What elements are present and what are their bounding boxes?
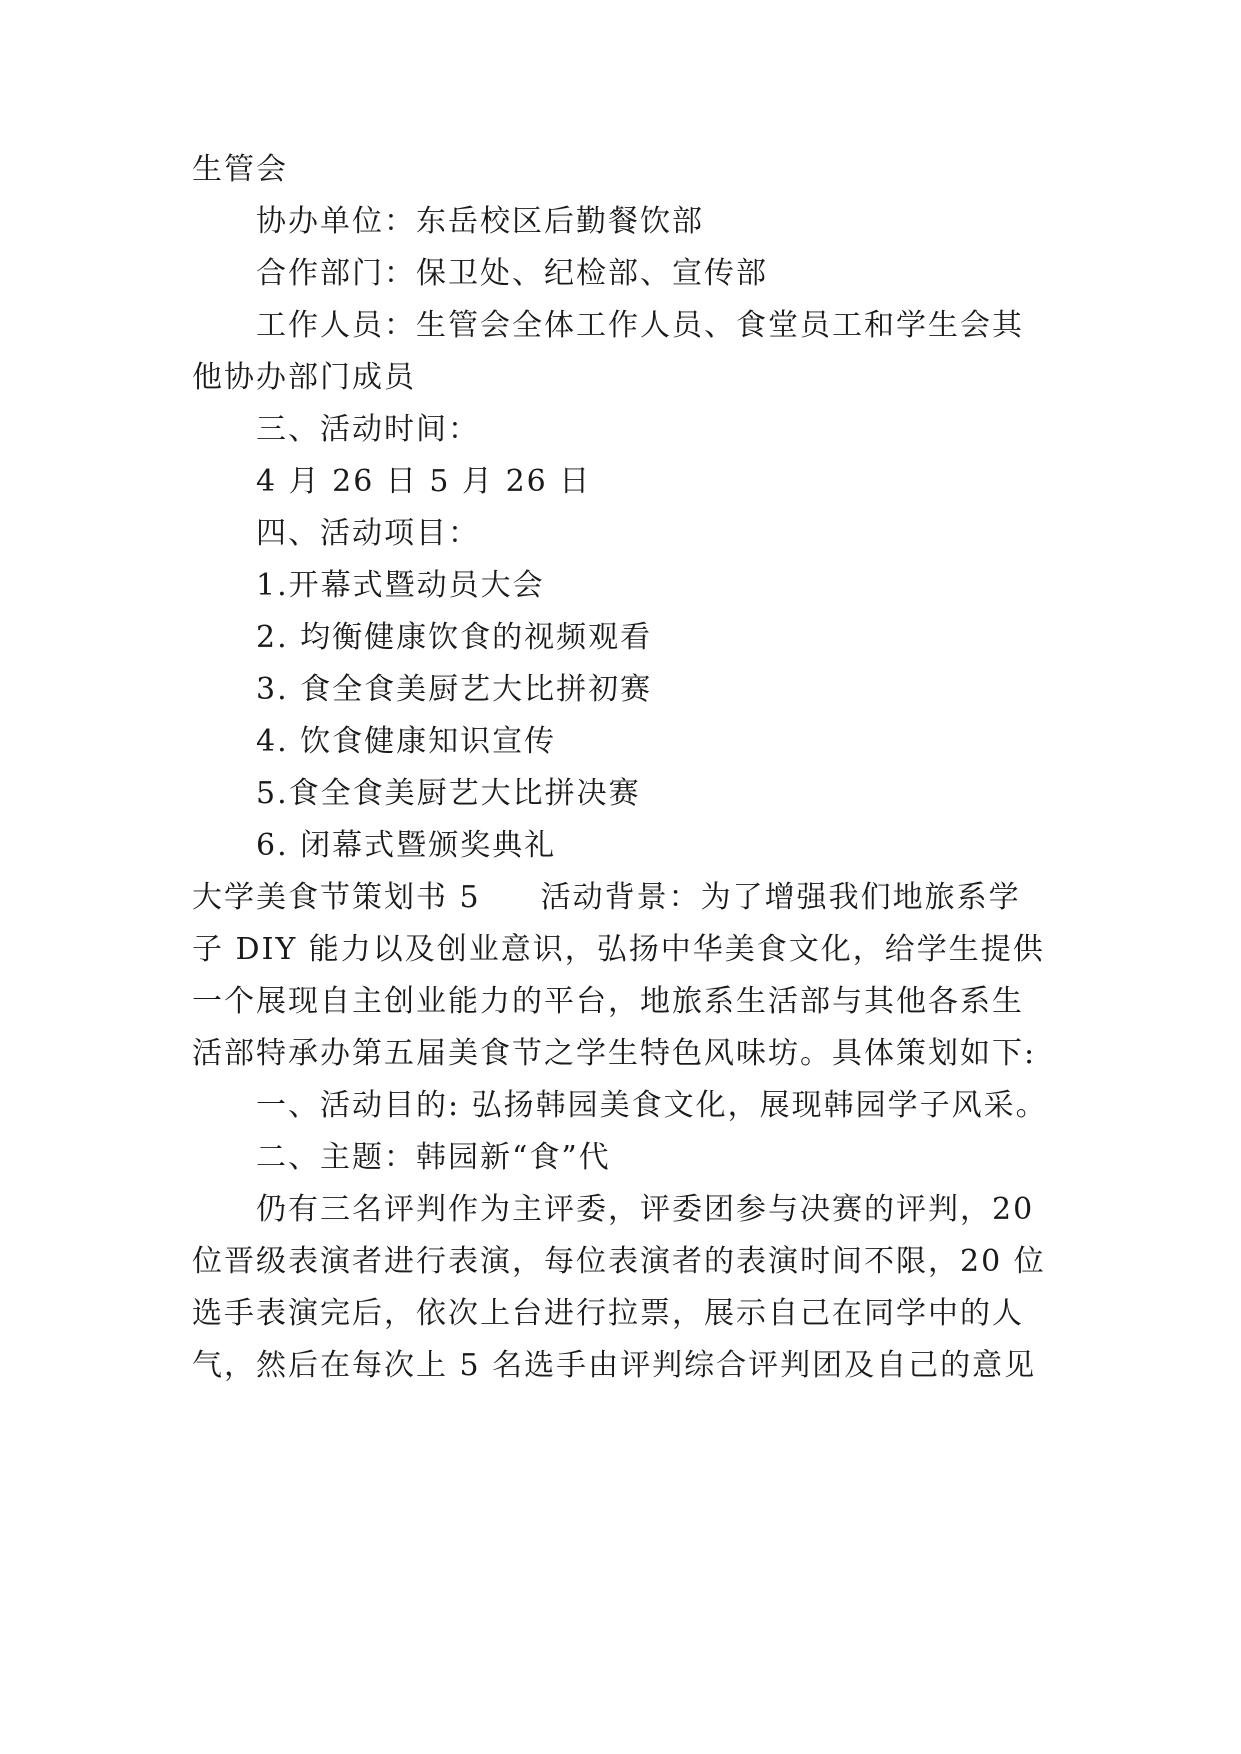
list-item: 1.开幕式暨动员大会: [256, 568, 545, 603]
text-line: 生管会: [192, 152, 288, 187]
text-line: 协办单位：东岳校区后勤餐饮部: [256, 204, 704, 239]
text-line: 选手表演完后，依次上台进行拉票，展示自己在同学中的人: [192, 1296, 1024, 1331]
text-line: 一个展现自主创业能力的平台，地旅系生活部与其他各系生: [192, 984, 1024, 1019]
text-line: [192, 878, 1021, 918]
text-line: 4 月 26 日 5 月 26 日: [256, 464, 592, 499]
text-line: 气，然后在每次上 5 名选手由评判综合评判团及自己的意见: [192, 1348, 1037, 1383]
section-heading: 四、活动项目：: [256, 516, 480, 551]
text-line: 仍有三名评判作为主评委，评委团参与决赛的评判，20: [256, 1192, 1035, 1227]
list-item: 2. 均衡健康饮食的视频观看: [256, 620, 653, 655]
text-line: 合作部门：保卫处、纪检部、宣传部: [256, 256, 768, 291]
text-line: 他协办部门成员: [192, 360, 416, 395]
list-item: 4. 饮食健康知识宣传: [256, 724, 557, 759]
text-line: 一、活动目的: 弘扬韩园美食文化，展现韩园学子风采。: [256, 1088, 1048, 1123]
text-line: 子 DIY 能力以及创业意识，弘扬中华美食文化，给学生提供: [192, 932, 1045, 967]
text-line: 工作人员：生管会全体工作人员、食堂员工和学生会其: [256, 308, 1024, 343]
text-line: 活部特承办第五届美食节之学生特色风味坊。具体策划如下:: [192, 1036, 1037, 1071]
list-item: 5.食全食美厨艺大比拼决赛: [256, 776, 641, 811]
document-title: 大学美食节策划书 5: [192, 880, 481, 915]
text-fragment: 活动背景：为了增强我们地旅系学: [540, 880, 1021, 915]
text-line: 二、主题：韩园新“食”代: [256, 1140, 611, 1175]
section-heading: 三、活动时间：: [256, 412, 480, 447]
text-line: 位晋级表演者进行表演，每位表演者的表演时间不限，20 位: [192, 1244, 1046, 1279]
list-item: 3. 食全食美厨艺大比拼初赛: [256, 672, 653, 707]
list-item: 6. 闭幕式暨颁奖典礼: [256, 828, 557, 863]
